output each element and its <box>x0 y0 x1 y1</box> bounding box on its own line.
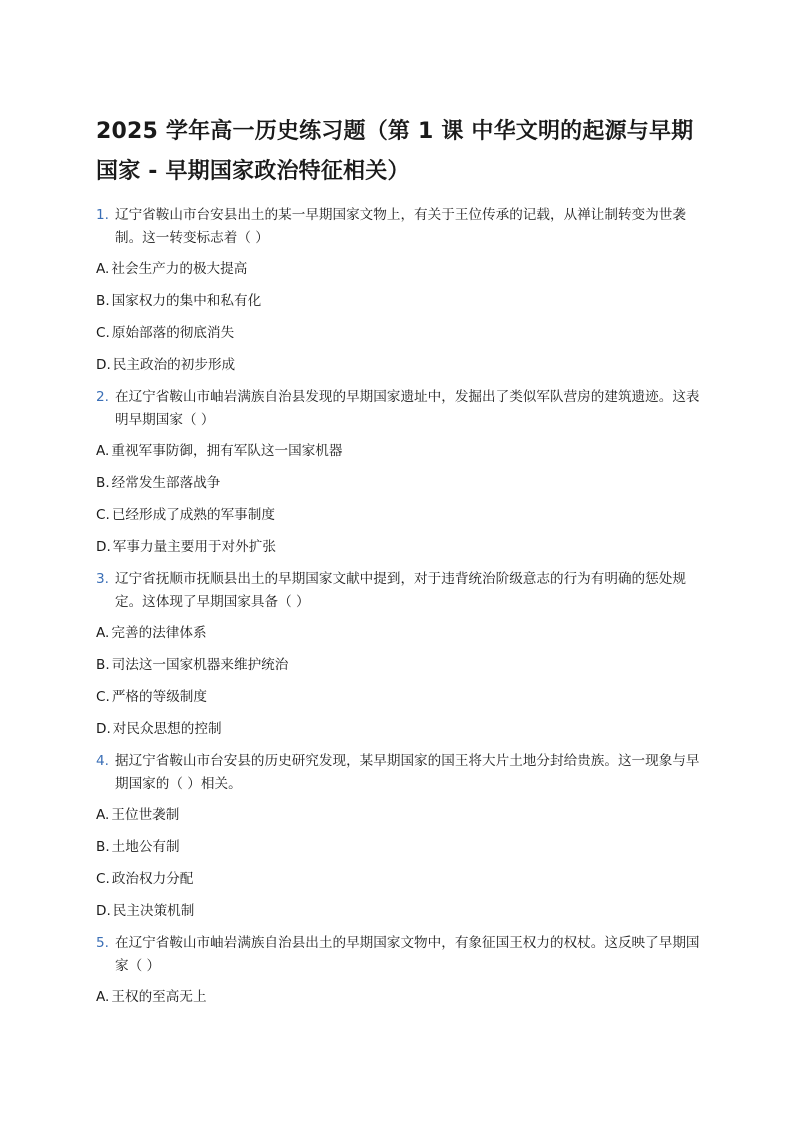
option-text: 司法这一国家机器来维护统治 <box>111 657 289 673</box>
option-text: 国家权力的集中和私有化 <box>111 293 262 309</box>
option-a <box>96 258 700 281</box>
option-d <box>96 354 700 377</box>
question-number: 4. <box>96 753 109 769</box>
option-text: 土地公有制 <box>111 839 180 855</box>
option-text: 王位世袭制 <box>111 807 180 823</box>
option-letter: A. <box>96 625 110 641</box>
option-letter: B. <box>96 475 110 491</box>
option-letter: B. <box>96 657 110 673</box>
question-3 <box>96 568 700 741</box>
option-c <box>96 868 700 891</box>
question-4 <box>96 750 700 923</box>
page-title: 2025 学年高一历史练习题（第 1 课 中华文明的起源与早期国家 - 早期国家政治特征相关） <box>96 119 694 184</box>
option-letter: D. <box>96 903 111 919</box>
option-text: 王权的至高无上 <box>111 989 207 1005</box>
question-number: 3. <box>96 571 109 587</box>
option-b <box>96 836 700 859</box>
option-c <box>96 686 700 709</box>
question-text: 据辽宁省鞍山市台安县的历史研究发现，某早期国家的国王将大片土地分封给贵族。这一现象与早期国家的（ ）相关。 <box>115 753 700 792</box>
option-letter: D. <box>96 539 111 555</box>
option-text: 民主决策机制 <box>112 903 195 919</box>
option-text: 对民众思想的控制 <box>112 721 222 737</box>
question-text: 在辽宁省鞍山市岫岩满族自治县发现的早期国家遗址中，发掘出了类似军队营房的建筑遗迹。这表明早期国家（ ） <box>115 389 700 428</box>
option-d <box>96 536 700 559</box>
option-letter: B. <box>96 839 110 855</box>
option-letter: A. <box>96 807 110 823</box>
option-text: 社会生产力的极大提高 <box>111 261 248 277</box>
option-text: 政治权力分配 <box>111 871 194 887</box>
question-text: 辽宁省鞍山市台安县出土的某一早期国家文物上，有关于王位传承的记载，从禅让制转变为世袭制。这一转变标志着（ ） <box>115 207 686 246</box>
option-text: 完善的法律体系 <box>111 625 207 641</box>
option-letter: C. <box>96 325 110 341</box>
question-stem <box>96 932 700 978</box>
question-text: 在辽宁省鞍山市岫岩满族自治县出土的早期国家文物中，有象征国王权力的权杖。这反映了早期国家（ ） <box>115 935 700 974</box>
question-stem <box>96 386 700 432</box>
option-a <box>96 804 700 827</box>
option-letter: C. <box>96 507 110 523</box>
option-letter: A. <box>96 443 110 459</box>
option-letter: A. <box>96 989 110 1005</box>
option-text: 严格的等级制度 <box>111 689 207 705</box>
question-number: 5. <box>96 935 109 951</box>
question-5 <box>96 932 700 1009</box>
option-c <box>96 504 700 527</box>
question-stem <box>96 750 700 796</box>
question-text: 辽宁省抚顺市抚顺县出土的早期国家文献中提到，对于违背统治阶级意志的行为有明确的惩处规定。这体现了早期国家具备（ ） <box>115 571 686 610</box>
question-1 <box>96 204 700 377</box>
option-text: 重视军事防御，拥有军队这一国家机器 <box>111 443 343 459</box>
option-b <box>96 472 700 495</box>
option-d <box>96 718 700 741</box>
option-letter: A. <box>96 261 110 277</box>
option-text: 经常发生部落战争 <box>111 475 221 491</box>
question-number: 2. <box>96 389 109 405</box>
option-letter: D. <box>96 357 111 373</box>
option-b <box>96 654 700 677</box>
option-letter: C. <box>96 871 110 887</box>
option-letter: C. <box>96 689 110 705</box>
option-a <box>96 440 700 463</box>
option-text: 原始部落的彻底消失 <box>111 325 235 341</box>
question-2 <box>96 386 700 559</box>
option-letter: B. <box>96 293 110 309</box>
option-d <box>96 900 700 923</box>
option-letter: D. <box>96 721 111 737</box>
question-number: 1. <box>96 207 109 223</box>
option-c <box>96 322 700 345</box>
question-stem <box>96 204 700 250</box>
option-b <box>96 290 700 313</box>
option-a <box>96 986 700 1009</box>
option-text: 民主政治的初步形成 <box>112 357 236 373</box>
option-text: 已经形成了成熟的军事制度 <box>111 507 275 523</box>
question-stem <box>96 568 700 614</box>
document-page <box>96 112 700 1018</box>
option-text: 军事力量主要用于对外扩张 <box>112 539 276 555</box>
option-a <box>96 622 700 645</box>
